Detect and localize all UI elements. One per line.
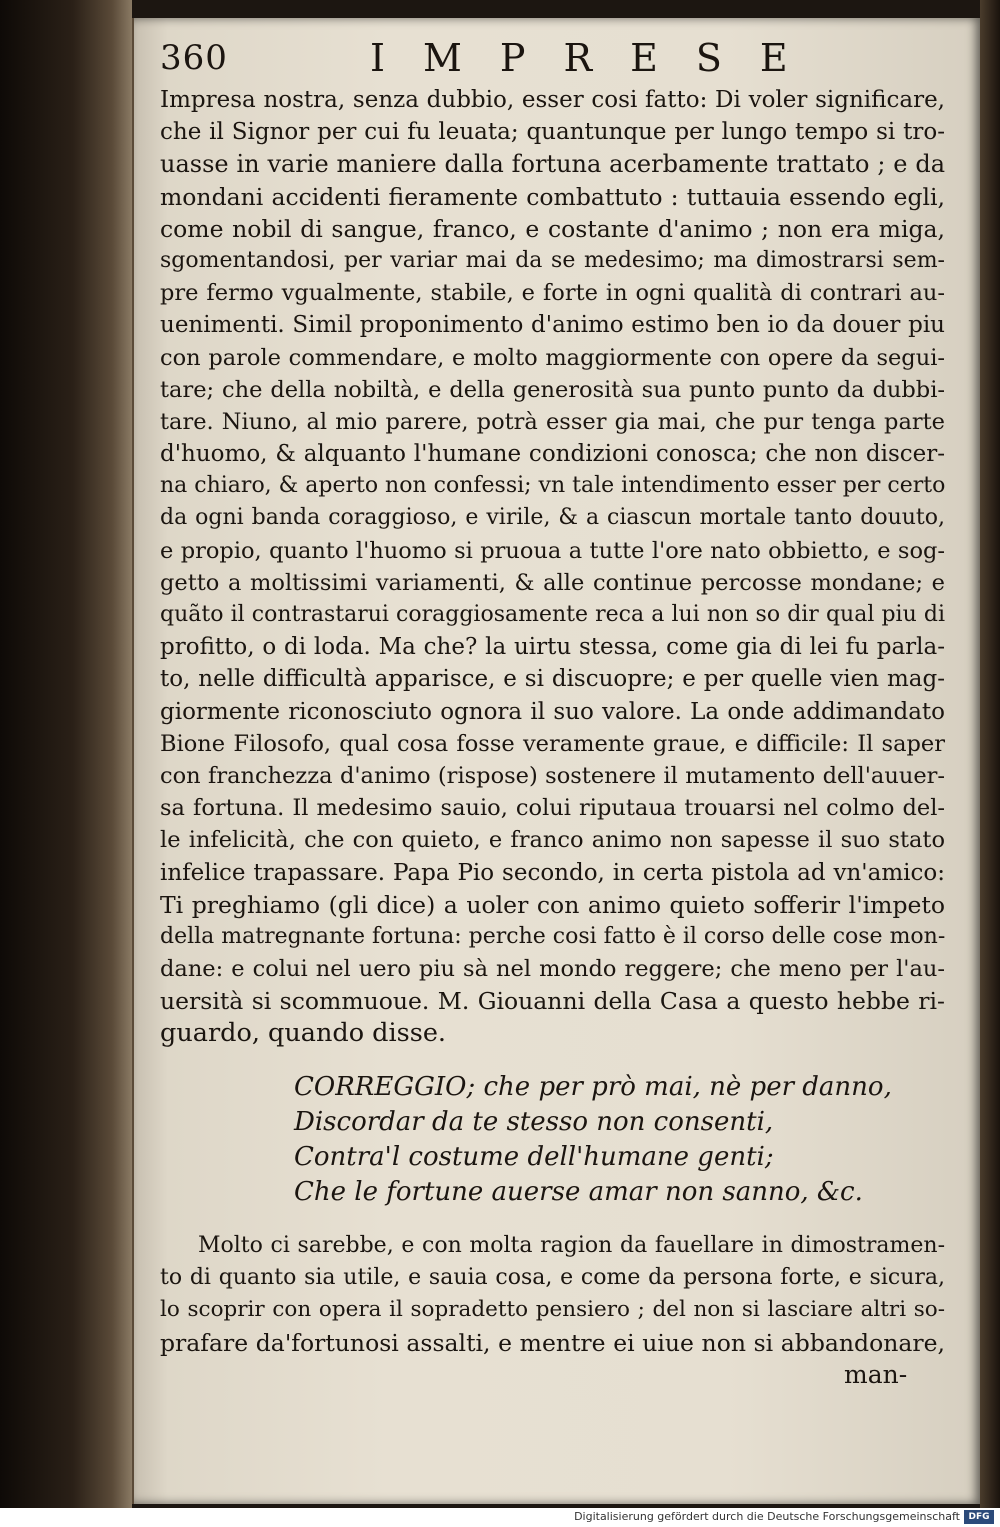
page-number: 360 bbox=[160, 38, 228, 78]
text-line: Impresa nostra, senza dubbio, esser cosi fatto: Di voler significare, bbox=[160, 87, 945, 113]
text-line: con parole commendare, e molto maggiormente con opere da segui- bbox=[160, 344, 945, 371]
verse-quotation bbox=[294, 1070, 892, 1210]
dfg-logo-icon: DFG bbox=[964, 1510, 994, 1524]
page-edge bbox=[980, 0, 1000, 1508]
text-line: le infelicità, che con quieto, e franco animo non sapesse il suo stato bbox=[160, 827, 945, 854]
text-line: sa fortuna. Il medesimo sauio, colui riputaua trouarsi nel colmo del- bbox=[160, 795, 945, 822]
text-line: to, nelle difficultà apparisce, e si discuopre; e per quelle vien mag- bbox=[160, 666, 945, 693]
page-header bbox=[160, 34, 960, 84]
text-line: con franchezza d'animo (rispose) sostenere il mutamento dell'auuer- bbox=[160, 762, 945, 789]
second-paragraph bbox=[160, 1230, 945, 1359]
text-line: d'huomo, & alquanto l'humane condizioni conosca; che non discer- bbox=[160, 441, 945, 468]
text-line: sgomentandosi, per variar mai da se medesimo; ma dimostrarsi sem- bbox=[160, 247, 945, 273]
text-line: na chiaro, & aperto non confessi; vn tale intendimento esser per certo bbox=[160, 473, 946, 499]
text-line: Ti preghiamo (gli dice) a uoler con animo quieto sofferir l'impeto bbox=[160, 890, 945, 919]
verse-line: Discordar da te stesso non consenti, bbox=[294, 1107, 774, 1137]
text-line: profitto, o di loda. Ma che? la uirtu stessa, come gia di lei fu parla- bbox=[160, 634, 945, 661]
verse-line: CORREGGIO; che per prò mai, nè per danno, bbox=[294, 1072, 892, 1102]
book-gutter bbox=[0, 0, 132, 1508]
verse-line: Che le fortune auerse amar non sanno, &c. bbox=[294, 1177, 863, 1207]
text-line: che il Signor per cui fu leuata; quantunque per lungo tempo si tro- bbox=[160, 119, 945, 146]
text-line: della matregnante fortuna: perche cosi fatto è il corso delle cose mon- bbox=[160, 923, 946, 949]
text-line: giormente riconosciuto ognora il suo valore. La onde addimandato bbox=[160, 698, 945, 725]
catchword: man- bbox=[844, 1360, 908, 1389]
text-line: getto a moltissimi variamenti, & alle continue percosse mondane; e bbox=[160, 569, 945, 596]
text-line: uasse in varie maniere dalla fortuna acerbamente trattato ; e da bbox=[160, 150, 945, 179]
verse-line: Contra'l costume dell'humane genti; bbox=[294, 1142, 774, 1172]
text-line: da ogni banda coraggioso, e virile, & a ciascun mortale tanto douuto, bbox=[160, 505, 945, 531]
footer-bar bbox=[0, 1508, 1000, 1527]
text-line: e propio, quanto l'huomo si pruoua a tutte l'ore nato obbietto, e sog- bbox=[160, 537, 945, 564]
funding-credit: Digitalisierung gefördert durch die Deutsche Forschungsgemeinschaft bbox=[574, 1510, 960, 1523]
text-line: uenimenti. Simil proponimento d'animo estimo ben io da douer piu bbox=[160, 312, 945, 339]
text-line: dane: e colui nel uero piu sà nel mondo reggere; che meno per l'au- bbox=[160, 956, 945, 983]
text-line: quãto il contrastarui coraggiosamente reca a lui non so dir qual piu di bbox=[160, 602, 945, 627]
text-line: lo scoprir con opera il sopradetto pensiero ; del non si lasciare altri so- bbox=[160, 1297, 945, 1323]
text-line: mondani accidenti fieramente combattuto : tuttauia essendo egli, bbox=[160, 182, 945, 211]
main-paragraph bbox=[160, 84, 945, 1050]
text-line: tare. Niuno, al mio parere, potrà esser gia mai, che pur tenga parte bbox=[160, 408, 945, 435]
text-line: Bione Filosofo, qual cosa fosse veramente graue, e difficile: Il saper bbox=[160, 730, 945, 757]
text-line: prafare da'fortunosi assalti, e mentre ei uiue non si abbandonare, bbox=[160, 1328, 945, 1357]
text-line: pre fermo vgualmente, stabile, e forte in ogni qualità di contrari au- bbox=[160, 280, 945, 307]
text-line: Molto ci sarebbe, e con molta ragion da fauellare in dimostramen- bbox=[198, 1233, 945, 1258]
text-line: uersità si scommuoue. M. Giouanni della Casa a questo hebbe ri- bbox=[160, 987, 945, 1016]
running-head: IMPRESE bbox=[370, 36, 826, 80]
text-line: to di quanto sia utile, e sauia cosa, e come da persona forte, e sicura, bbox=[160, 1265, 945, 1291]
text-line: tare; che della nobiltà, e della generosità sua punto punto da dubbi- bbox=[160, 376, 945, 403]
text-line: come nobil di sangue, franco, e costante d'animo ; non era miga, bbox=[160, 214, 945, 243]
text-line: guardo, quando disse. bbox=[160, 1018, 447, 1049]
text-line: infelice trapassare. Papa Pio secondo, in certa pistola ad vn'amico: bbox=[160, 859, 945, 886]
